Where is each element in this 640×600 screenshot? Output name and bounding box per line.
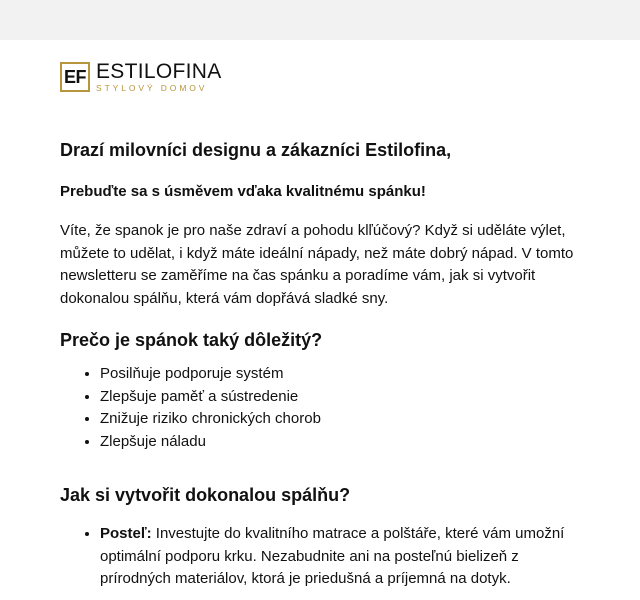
list-item: • Zlepšuje náladu xyxy=(100,431,580,454)
list-item: • Znižuje riziko chronických chorob xyxy=(100,408,580,431)
subheading: Prebuďte sa s úsměvem vďaka kvalitnému spánku! xyxy=(60,183,426,200)
bedroom-tips-list xyxy=(60,523,580,591)
greeting: Drazí milovníci designu a zákazníci Estilofina, xyxy=(60,140,452,160)
list-item: • Posilňuje podporuje systém xyxy=(100,363,580,386)
section-heading-why-sleep: Prečo je spánok taký dôležitý? xyxy=(60,330,323,350)
list-item xyxy=(100,523,580,591)
list-item: • Zlepšuje paměť a sústredenie xyxy=(100,386,580,409)
tip-label: Posteľ: xyxy=(100,525,152,542)
intro-paragraph: Víte, že spanok je pro naše zdraví a pohodu klľúčový? Když si uděláte výlet, můžete to udělat, i když máte ideální nápady, než máte dobrý nápad. V tomto newsletteru se zaměříme na čas spánku a poradíme vám, jak si vytvořit dokonalou spálňu, která vám dopřává sladké sny. xyxy=(60,222,574,307)
logo xyxy=(60,60,580,94)
tip-text: Investujte do kvalitního matrace a polštáře, které vám umožní optimální podporu krku. Nezabudnite ani na posteľnú bielizeň z prírodných materiálov, ktorá je priedušná a príjemná na dotyk. xyxy=(100,525,565,587)
top-bar xyxy=(0,0,640,40)
section-heading-bedroom: Jak si vytvořit dokonalou spálňu? xyxy=(60,485,351,505)
why-sleep-list xyxy=(60,363,580,453)
logo-mark: EF xyxy=(60,62,90,92)
email-content xyxy=(0,60,640,591)
logo-tagline: STYLOVÝ DOMOV xyxy=(96,83,208,94)
logo-name: ESTILOFINA xyxy=(96,60,222,84)
